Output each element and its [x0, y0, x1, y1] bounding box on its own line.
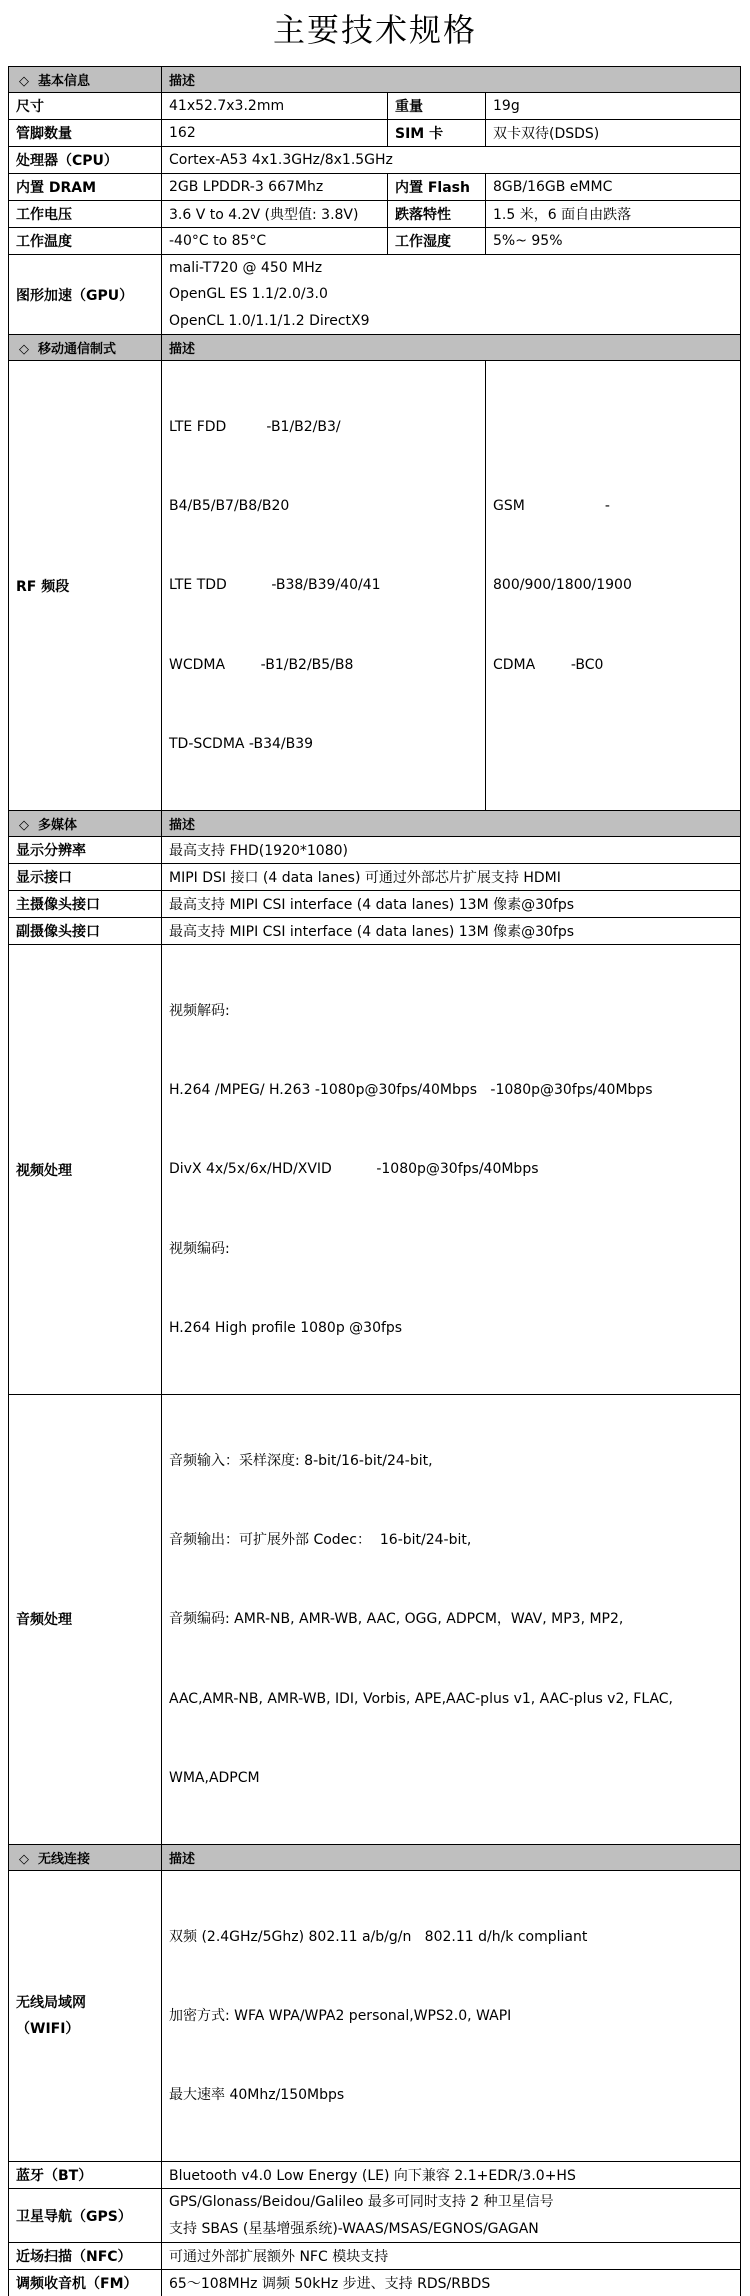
row-label: 工作温度	[9, 228, 162, 255]
row-label: 重量	[388, 93, 486, 120]
row-value	[162, 945, 741, 1395]
table-row	[9, 228, 741, 255]
row-label: RF 频段	[9, 361, 162, 811]
row-label: 视频处理	[9, 945, 162, 1395]
row-value	[162, 2189, 741, 2243]
table-row	[9, 2162, 741, 2189]
text-line: mali-T720 @ 450 MHz	[169, 260, 323, 276]
row-label: 显示分辨率	[9, 837, 162, 864]
text-line: OpenCL 1.0/1.1/1.2 DirectX9	[169, 312, 370, 329]
text-line: 视频解码:	[169, 1002, 230, 1019]
table-row	[9, 918, 741, 945]
table-row	[9, 1870, 741, 2161]
section-title: 多媒体	[38, 818, 78, 834]
row-value: 最高支持 FHD(1920*1080)	[162, 837, 741, 864]
text-line: 800/900/1800/1900	[493, 577, 632, 594]
text-line: B4/B5/B7/B8/B20	[169, 498, 290, 515]
row-value: 3.6 V to 4.2V (典型值: 3.8V)	[162, 201, 388, 228]
row-label: 跌落特性	[388, 201, 486, 228]
row-value	[162, 255, 741, 335]
row-label: 近场扫描（NFC）	[9, 2243, 162, 2270]
row-label: 副摄像头接口	[9, 918, 162, 945]
text-line: LTE TDD -B38/B39/40/41	[169, 577, 381, 594]
row-value: 最高支持 MIPI CSI interface (4 data lanes) 13M 像素@30fps	[162, 918, 741, 945]
row-value: 19g	[486, 93, 741, 120]
row-value: 双卡双待(DSDS)	[486, 120, 741, 147]
text-line: AAC,AMR-NB, AMR-WB, IDI, Vorbis, APE,AAC-plus v1, AAC-plus v2, FLAC,	[169, 1690, 674, 1707]
section-desc: 描述	[162, 67, 741, 93]
row-label: 内置 DRAM	[9, 174, 162, 201]
table-row	[9, 174, 741, 201]
table-row	[9, 1395, 741, 1845]
row-value: 1.5 米，6 面自由跌落	[486, 201, 741, 228]
row-value	[162, 361, 486, 811]
row-value: 2GB LPDDR-3 667Mhz	[162, 174, 388, 201]
page-title: 主要技术规格	[272, 11, 477, 49]
row-label: 尺寸	[9, 93, 162, 120]
row-value: -40°C to 85°C	[162, 228, 388, 255]
table-row	[9, 2243, 741, 2270]
text-line: 支持 SBAS (星基增强系统)-WAAS/MSAS/EGNOS/GAGAN	[169, 2220, 539, 2237]
text-line: DivX 4x/5x/6x/HD/XVID -1080p@30fps/40Mbps	[169, 1161, 539, 1178]
text-line: 无线局域网	[16, 1994, 86, 2011]
text-line: 双频 (2.4GHz/5Ghz) 802.11 a/b/g/n 802.11 d/h/k compliant	[169, 1928, 588, 1945]
row-label: 工作电压	[9, 201, 162, 228]
table-row	[9, 120, 741, 147]
text-line: TD-SCDMA -B34/B39	[169, 735, 314, 752]
row-label: 管脚数量	[9, 120, 162, 147]
text-line: 视频编码:	[169, 1240, 230, 1257]
table-row	[9, 2189, 741, 2243]
row-label: 图形加速（GPU）	[9, 255, 162, 335]
table-row	[9, 255, 741, 335]
row-label: 调频收音机（FM）	[9, 2270, 162, 2296]
table-row	[9, 201, 741, 228]
diamond-icon: ◇	[19, 342, 29, 358]
text-line: CDMA -BC0	[493, 656, 604, 673]
section-title: 基本信息	[38, 74, 91, 89]
row-label: 显示接口	[9, 864, 162, 891]
diamond-icon: ◇	[19, 1851, 29, 1867]
section-desc: 描述	[162, 811, 741, 837]
row-value	[162, 1395, 741, 1845]
table-row	[9, 2270, 741, 2296]
row-label: 处理器（CPU）	[9, 147, 162, 174]
text-line: OpenGL ES 1.1/2.0/3.0	[169, 286, 328, 303]
row-label: SIM 卡	[388, 120, 486, 147]
text-line: H.264 High profile 1080p @30fps	[169, 1319, 403, 1336]
row-value: MIPI DSI 接口 (4 data lanes) 可通过外部芯片扩展支持 HDMI	[162, 864, 741, 891]
row-value	[162, 1870, 741, 2161]
table-row	[9, 864, 741, 891]
row-value: 8GB/16GB eMMC	[486, 174, 741, 201]
table-row	[9, 891, 741, 918]
text-line: GPS/Glonass/Beidou/Galileo 最多可同时支持 2 种卫星信号	[169, 2194, 554, 2211]
text-line: WCDMA -B1/B2/B5/B8	[169, 656, 354, 673]
row-label: 音频处理	[9, 1395, 162, 1845]
table-row	[9, 147, 741, 174]
section-header-basic	[9, 67, 741, 93]
row-value: 41x52.7x3.2mm	[162, 93, 388, 120]
table-row	[9, 945, 741, 1395]
section-header-media	[9, 811, 741, 837]
row-label: 工作湿度	[388, 228, 486, 255]
row-label: 内置 Flash	[388, 174, 486, 201]
row-label: 卫星导航（GPS）	[9, 2189, 162, 2243]
row-value: Cortex-A53 4x1.3GHz/8x1.5GHz	[162, 147, 741, 174]
row-value	[486, 361, 741, 811]
section-header-wireless	[9, 1844, 741, 1870]
text-line: 音频编码: AMR-NB, AMR-WB, AAC, OGG, ADPCM，WAV, MP3, MP2,	[169, 1611, 624, 1628]
row-value: 5%~ 95%	[486, 228, 741, 255]
text-line: 最大速率 40Mhz/150Mbps	[169, 2087, 345, 2104]
row-value: Bluetooth v4.0 Low Energy (LE) 向下兼容 2.1+EDR/3.0+HS	[162, 2162, 741, 2189]
diamond-icon: ◇	[19, 818, 29, 834]
text-line: 音频输出：可扩展外部 Codec： 16-bit/24-bit,	[169, 1532, 472, 1549]
spec-table	[8, 66, 741, 2296]
text-line: H.264 /MPEG/ H.263 -1080p@30fps/40Mbps -1080p@30fps/40Mbps	[169, 1082, 653, 1099]
row-label	[9, 1870, 162, 2161]
table-row	[9, 93, 741, 120]
text-line: GSM -	[493, 498, 610, 515]
text-line: 音频输入：采样深度: 8-bit/16-bit/24-bit,	[169, 1452, 433, 1469]
text-line: LTE FDD -B1/B2/B3/	[169, 419, 341, 436]
row-value: 可通过外部扩展额外 NFC 模块支持	[162, 2243, 741, 2270]
section-header-mobile	[9, 335, 741, 361]
section-desc: 描述	[162, 1844, 741, 1870]
section-title: 无线连接	[38, 1851, 91, 1867]
row-value: 最高支持 MIPI CSI interface (4 data lanes) 13M 像素@30fps	[162, 891, 741, 918]
row-value: 65～108MHz 调频 50kHz 步进、支持 RDS/RBDS	[162, 2270, 741, 2296]
table-row	[9, 361, 741, 811]
text-line: WMA,ADPCM	[169, 1769, 260, 1786]
row-label: 主摄像头接口	[9, 891, 162, 918]
table-row	[9, 837, 741, 864]
diamond-icon: ◇	[19, 74, 29, 89]
row-label: 蓝牙（BT）	[9, 2162, 162, 2189]
row-value: 162	[162, 120, 388, 147]
text-line: 加密方式: WFA WPA/WPA2 personal,WPS2.0, WAPI	[169, 2007, 512, 2024]
section-desc: 描述	[162, 335, 741, 361]
text-line: （WIFI）	[16, 2021, 80, 2038]
section-title: 移动通信制式	[38, 342, 117, 358]
